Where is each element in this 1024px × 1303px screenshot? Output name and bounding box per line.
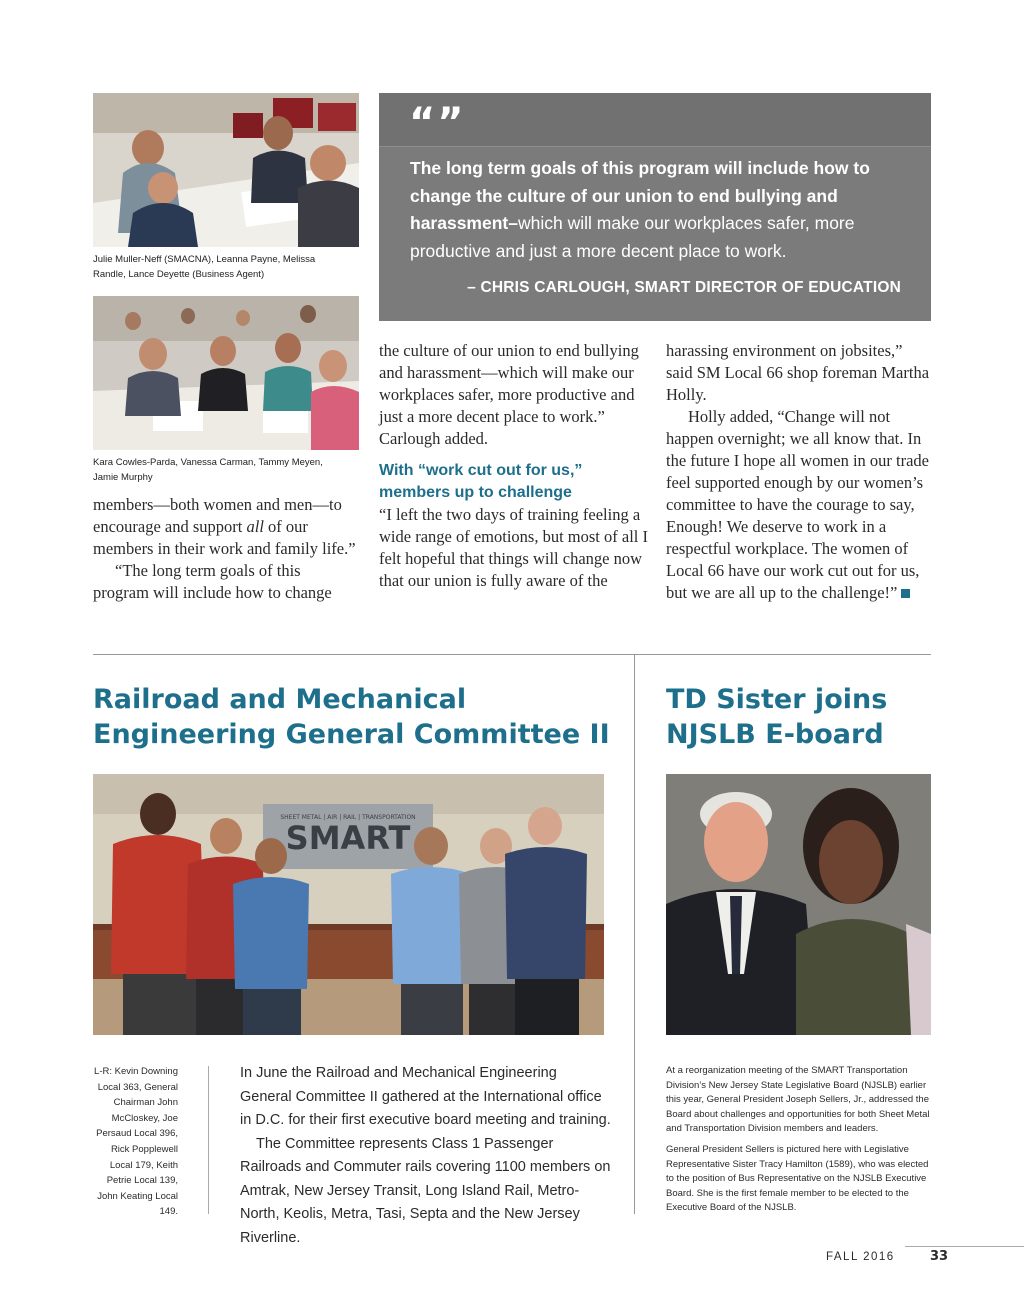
td-sister-body xyxy=(666,1064,931,1216)
td-sister-paragraph-1: At a reorganization meeting of the SMART Transportation Division’s New Jersey State Legislative Board (NJSLB) earlier this year, General President Joseph Sellers, Jr., addressed the Board about challenges and opportunities for both Sheet Metal and Transportation Division members and leaders. xyxy=(666,1065,930,1135)
railroad-paragraph-1: In June the Railroad and Mechanical Engineering General Committee II gathered at the International office in D.C. for their first executive board meeting and training. xyxy=(240,1065,611,1128)
article-col3-paragraph-2: Holly added, “Change will not happen overnight; we all know that. In the future I hope all women in our trade feel supported enough by our women’s committee to have the courage to say, Enough! We deserve to work in a respectful workplace. The women of Local 66 have our work cut out for us, but we are all up to the challenge!” xyxy=(666,407,929,602)
article-column-2 xyxy=(379,340,651,592)
article-subhead: With “work cut out for us,” members up to challenge xyxy=(379,462,583,501)
photo-training-table-1 xyxy=(93,93,359,247)
article-col1-paragraph-1: members—both women and men—to encourage and support all of our members in their work and family life.” xyxy=(93,495,356,558)
photo-td-sister xyxy=(666,774,931,1035)
railroad-headline: Railroad and Mechanical Engineering General Committee II xyxy=(93,684,610,750)
photo-training-table-2 xyxy=(93,296,359,450)
pull-quote-header xyxy=(379,93,931,147)
footer-rule xyxy=(905,1246,1024,1247)
article-col3-paragraph-1: harassing environment on jobsites,” said SM Local 66 shop foreman Martha Holly. xyxy=(666,341,930,404)
pull-quote-attribution: – CHRIS CARLOUGH, SMART DIRECTOR OF EDUCATION xyxy=(467,279,901,296)
smart-sign-subtext: SHEET METAL | AIR | RAIL | TRANSPORTATION xyxy=(280,814,416,821)
page-number: 33 xyxy=(930,1249,949,1264)
article-col2-paragraph-2: “I left the two days of training feeling a wide range of emotions, but most of all I felt hopeful that things will change now that our union is fully aware of the xyxy=(379,505,648,590)
section-divider-vertical xyxy=(634,654,635,1214)
td-sister-headline: TD Sister joins NJSLB E-board xyxy=(666,684,888,750)
photo-1-caption: Julie Muller-Neff (SMACNA), Leanna Payne, Melissa Randle, Lance Deyette (Business Agent) xyxy=(93,254,316,280)
pull-quote-box xyxy=(379,93,931,321)
section-divider-horizontal xyxy=(93,654,931,655)
pull-quote-regular: which will make our workplaces safer, more productive and just a more decent place to work. xyxy=(410,213,855,261)
railroad-paragraph-2: The Committee represents Class 1 Passenger Railroads and Commuter rails covering 1100 members on Amtrak, New Jersey Transit, Long Island Rail, Metro-North, Keolis, Metra, Tasi, Septa and the New Jersey Riverline. xyxy=(240,1135,611,1246)
article-col1-paragraph-2: “The long term goals of this program will include how to change xyxy=(93,561,332,602)
article-column-3 xyxy=(666,340,932,604)
photo-railroad-committee xyxy=(93,774,604,1035)
article-col2-paragraph-1: the culture of our union to end bullying and harassment—which will make our workplaces safer, more productive and just a more decent place to work.” Carlough added. xyxy=(379,341,639,448)
pull-quote-text xyxy=(410,155,890,265)
quote-marks-icon: “” xyxy=(409,100,466,146)
railroad-body xyxy=(240,1062,612,1250)
footer-issue: FALL 2016 xyxy=(826,1251,895,1263)
photo-2-caption: Kara Cowles-Parda, Vanessa Carman, Tammy Meyen, Jamie Murphy xyxy=(93,457,323,483)
td-sister-paragraph-2: General President Sellers is pictured here with Legislative Representative Sister Tracy Hamilton (1589), who was elected to the position of Bus Representative on the NJSLB Executive Board. She is the first female member to be elected to the Executive Board of the NJSLB. xyxy=(666,1143,929,1214)
article-column-1 xyxy=(93,494,359,604)
pull-quote-bold: The long term goals of this program will include how to change the culture of our union to end bullying and harassment– xyxy=(410,158,870,233)
railroad-photo-caption: L-R: Kevin Downing Local 363, General Chairman John McCloskey, Joe Persaud Local 396, Rick Popplewell Local 179, Keith Petrie Local 139, John Keating Local 149. xyxy=(94,1066,178,1218)
end-of-article-mark xyxy=(901,589,910,598)
smart-sign-text: SMART xyxy=(285,819,411,857)
caption-rule xyxy=(208,1066,209,1214)
